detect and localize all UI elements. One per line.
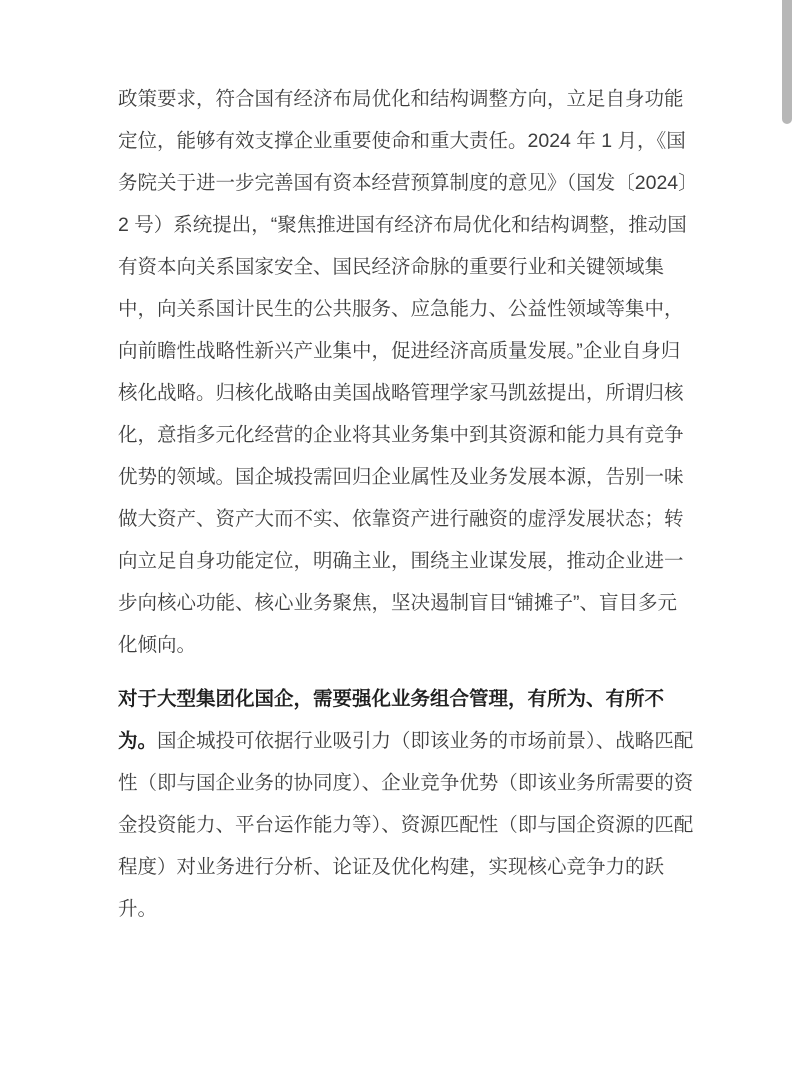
bold-text-segment: 为。 <box>118 730 158 752</box>
text-line <box>118 288 684 330</box>
text-line <box>118 456 684 498</box>
text-line <box>118 846 684 888</box>
text-line <box>118 162 698 204</box>
text-line <box>118 414 684 456</box>
text-line <box>118 246 684 288</box>
text-line <box>118 678 684 720</box>
para-policy-requirements <box>118 78 698 666</box>
text-segment: 化，意指多元化经营的企业将其业务集中到其资源和能力具有竞争 <box>118 424 684 446</box>
text-line <box>118 624 684 666</box>
text-line <box>118 372 684 414</box>
text-segment: 向立足自身功能定位，明确主业，围绕主业谋发展，推动企业进一 <box>118 550 684 572</box>
text-line <box>118 804 694 846</box>
text-segment: 做大资产、资产大而不实、依靠资产进行融资的虚浮发展状态；转 <box>118 508 684 530</box>
text-segment: 向前瞻性战略性新兴产业集中，促进经济高质量发展。”企业自身归 <box>118 340 681 362</box>
text-line <box>118 888 684 930</box>
bold-text-segment: 对于大型集团化国企，需要强化业务组合管理，有所为、有所不 <box>118 688 665 710</box>
text-segment: 中，向关系国计民生的公共服务、应急能力、公益性领域等集中， <box>118 298 684 320</box>
text-segment: 有资本向关系国家安全、国民经济命脉的重要行业和关键领域集 <box>118 256 665 278</box>
text-line <box>118 498 684 540</box>
text-line <box>118 762 694 804</box>
text-line <box>118 78 684 120</box>
text-segment: 性（即与国企业务的协同度）、企业竞争优势（即该业务所需要的资 <box>118 772 694 794</box>
text-line <box>118 330 684 372</box>
text-line <box>118 582 684 624</box>
document-body <box>118 78 698 930</box>
text-segment: 步向核心功能、核心业务聚焦，坚决遏制盲目“铺摊子”、盲目多元 <box>118 592 677 614</box>
text-segment: 化倾向。 <box>118 634 197 656</box>
text-segment: 定位，能够有效支撑企业重要使命和重大责任。2024 年 1 月，《国 <box>118 130 686 152</box>
text-segment: 核化战略。归核化战略由美国战略管理学家马凯兹提出，所谓归核 <box>118 382 684 404</box>
text-segment: 国企城投可依据行业吸引力（即该业务的市场前景）、战略匹配 <box>157 730 694 752</box>
text-line <box>118 720 694 762</box>
text-segment: 升。 <box>118 898 158 920</box>
text-line <box>118 204 687 246</box>
text-segment: 优势的领域。国企城投需回归企业属性及业务发展本源，告别一味 <box>118 466 684 488</box>
text-segment: 务院关于进一步完善国有资本经营预算制度的意见》（国发〔2024〕 <box>118 172 698 194</box>
text-line <box>118 120 684 162</box>
text-segment: 2 号）系统提出，“聚焦推进国有经济布局优化和结构调整，推动国 <box>118 214 687 236</box>
scrollbar-thumb[interactable] <box>782 0 792 124</box>
text-segment: 政策要求，符合国有经济布局优化和结构调整方向，立足自身功能 <box>118 88 684 110</box>
text-segment: 程度）对业务进行分析、论证及优化构建，实现核心竞争力的跃 <box>118 856 665 878</box>
text-line <box>118 540 684 582</box>
para-portfolio-management <box>118 678 694 930</box>
text-segment: 金投资能力、平台运作能力等）、资源匹配性（即与国企资源的匹配 <box>118 814 694 836</box>
